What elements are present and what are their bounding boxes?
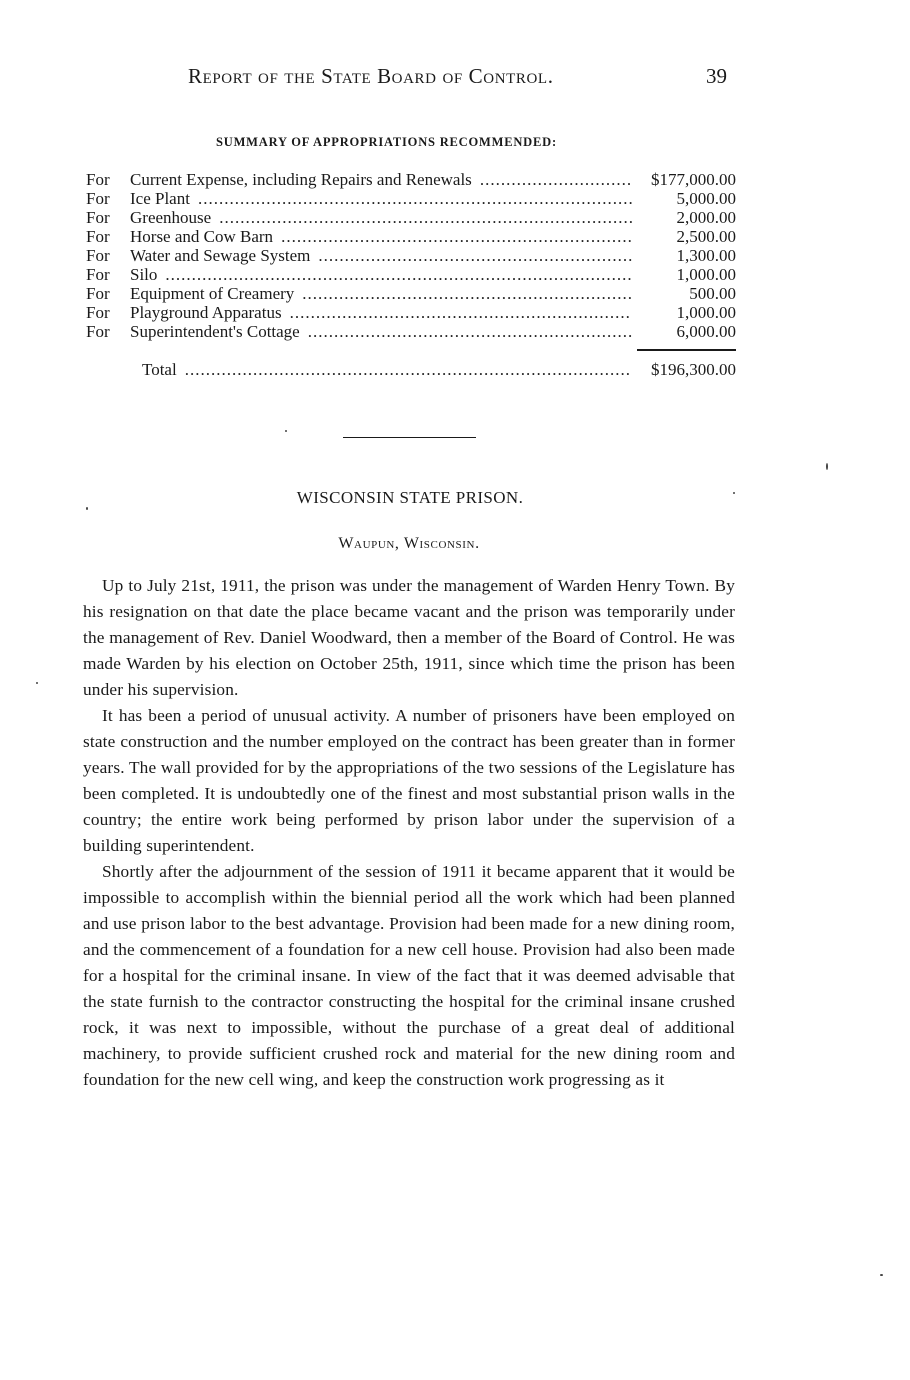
appropriation-prefix: For xyxy=(86,303,110,322)
appropriation-amount: 2,000.00 xyxy=(676,208,736,227)
appropriation-row xyxy=(86,208,736,227)
section-divider xyxy=(343,437,476,438)
appropriation-label: Ice Plant xyxy=(130,189,190,208)
appropriation-label: Playground Apparatus xyxy=(130,303,282,322)
appropriations-list xyxy=(86,170,736,341)
appropriation-label: Silo xyxy=(130,265,158,284)
appropriation-label: Greenhouse xyxy=(130,208,212,227)
appropriation-row xyxy=(86,246,736,265)
scan-speck xyxy=(826,463,828,470)
dot-leader xyxy=(302,284,632,303)
body-paragraph: Shortly after the adjournment of the session of 1911 it became apparent that it would be impossible to accomplish within the biennial period all the work which had been planned and use prison labor to the best advantage. Provision had been made for a new dining room, and the commencement of a foundation for a new cell house. Provision had also been made for a hospital for the criminal insane. In view of the fact that it was deemed advisable that the state furnish to the contractor constructing the hospital for the criminal insane crushed rock, it was next to impossible, without the purchase of a great deal of additional machinery, to provide sufficient crushed rock and material for the new dining room and foundation for the new cell wing, and keep the construction work progressing as it xyxy=(83,862,735,1089)
appropriation-label: Horse and Cow Barn xyxy=(130,227,274,246)
dot-leader xyxy=(219,208,632,227)
appropriation-row xyxy=(86,227,736,246)
appropriation-prefix: For xyxy=(86,170,110,189)
appropriation-prefix: For xyxy=(86,322,110,341)
appropriation-prefix: For xyxy=(86,246,110,265)
appropriation-amount: $177,000.00 xyxy=(651,170,736,189)
dot-leader xyxy=(318,246,632,265)
appropriation-amount: 2,500.00 xyxy=(676,227,736,246)
dot-leader xyxy=(480,170,632,189)
appropriation-row xyxy=(86,284,736,303)
appropriation-amount: 6,000.00 xyxy=(676,322,736,341)
running-title: Report of the State Board of Control. xyxy=(188,64,554,88)
appropriation-amount: 1,300.00 xyxy=(676,246,736,265)
appropriation-label: Equipment of Creamery xyxy=(130,284,295,303)
summary-heading: SUMMARY OF APPROPRIATIONS RECOMMENDED: xyxy=(216,135,557,149)
appropriation-amount: 5,000.00 xyxy=(676,189,736,208)
page-number: 39 xyxy=(706,64,727,88)
appropriation-row xyxy=(86,189,736,208)
body-paragraph: Up to July 21st, 1911, the prison was under the management of Warden Henry Town. By his resignation on that date the place became vacant and the prison was temporarily under the management of Rev. Daniel Woodward, then a member of the Board of Control. He was made Warden by his election on October 25th, 1911, since which time the prison has been under his supervision. xyxy=(83,576,735,699)
body-paragraph: It has been a period of unusual activity. A number of prisoners have been employed on state construction and the number employed on the contract has been greater than in former years. The wall provided for by the appropriations of the two sessions of the Legislature has been completed. It is undoubtedly one of the finest and most substantial prison walls in the country; the entire work being performed by prison labor under the supervision of a building superintendent. xyxy=(83,706,735,855)
total-label: Total xyxy=(142,360,177,379)
scan-speck xyxy=(733,492,735,494)
total-rule xyxy=(637,349,736,351)
appropriation-amount: 1,000.00 xyxy=(676,265,736,284)
scan-speck xyxy=(285,430,287,432)
dot-leader xyxy=(308,322,632,341)
section-subtitle: Waupun, Wisconsin. xyxy=(338,535,480,552)
appropriation-amount: 1,000.00 xyxy=(676,303,736,322)
total-amount: $196,300.00 xyxy=(651,360,736,379)
scan-speck xyxy=(36,682,38,684)
dot-leader xyxy=(185,359,632,381)
scan-speck xyxy=(86,507,88,510)
section-title: WISCONSIN STATE PRISON. xyxy=(296,488,524,507)
appropriation-prefix: For xyxy=(86,189,110,208)
body-text xyxy=(83,573,735,1093)
dot-leader xyxy=(290,303,632,322)
appropriation-label: Water and Sewage System xyxy=(130,246,311,265)
appropriation-label: Superintendent's Cottage xyxy=(130,322,300,341)
appropriation-row xyxy=(86,265,736,284)
scan-speck xyxy=(880,1274,883,1276)
appropriation-prefix: For xyxy=(86,284,110,303)
appropriation-prefix: For xyxy=(86,208,110,227)
appropriation-label: Current Expense, including Repairs and Renewals xyxy=(130,170,472,189)
appropriation-row xyxy=(86,170,736,189)
appropriation-amount: 500.00 xyxy=(689,284,736,303)
appropriation-row xyxy=(86,303,736,322)
appropriation-prefix: For xyxy=(86,265,110,284)
dot-leader xyxy=(198,189,632,208)
appropriation-prefix: For xyxy=(86,227,110,246)
appropriation-row xyxy=(86,322,736,341)
dot-leader xyxy=(281,227,632,246)
running-header xyxy=(0,60,910,100)
dot-leader xyxy=(165,265,632,284)
total-row xyxy=(142,359,736,381)
